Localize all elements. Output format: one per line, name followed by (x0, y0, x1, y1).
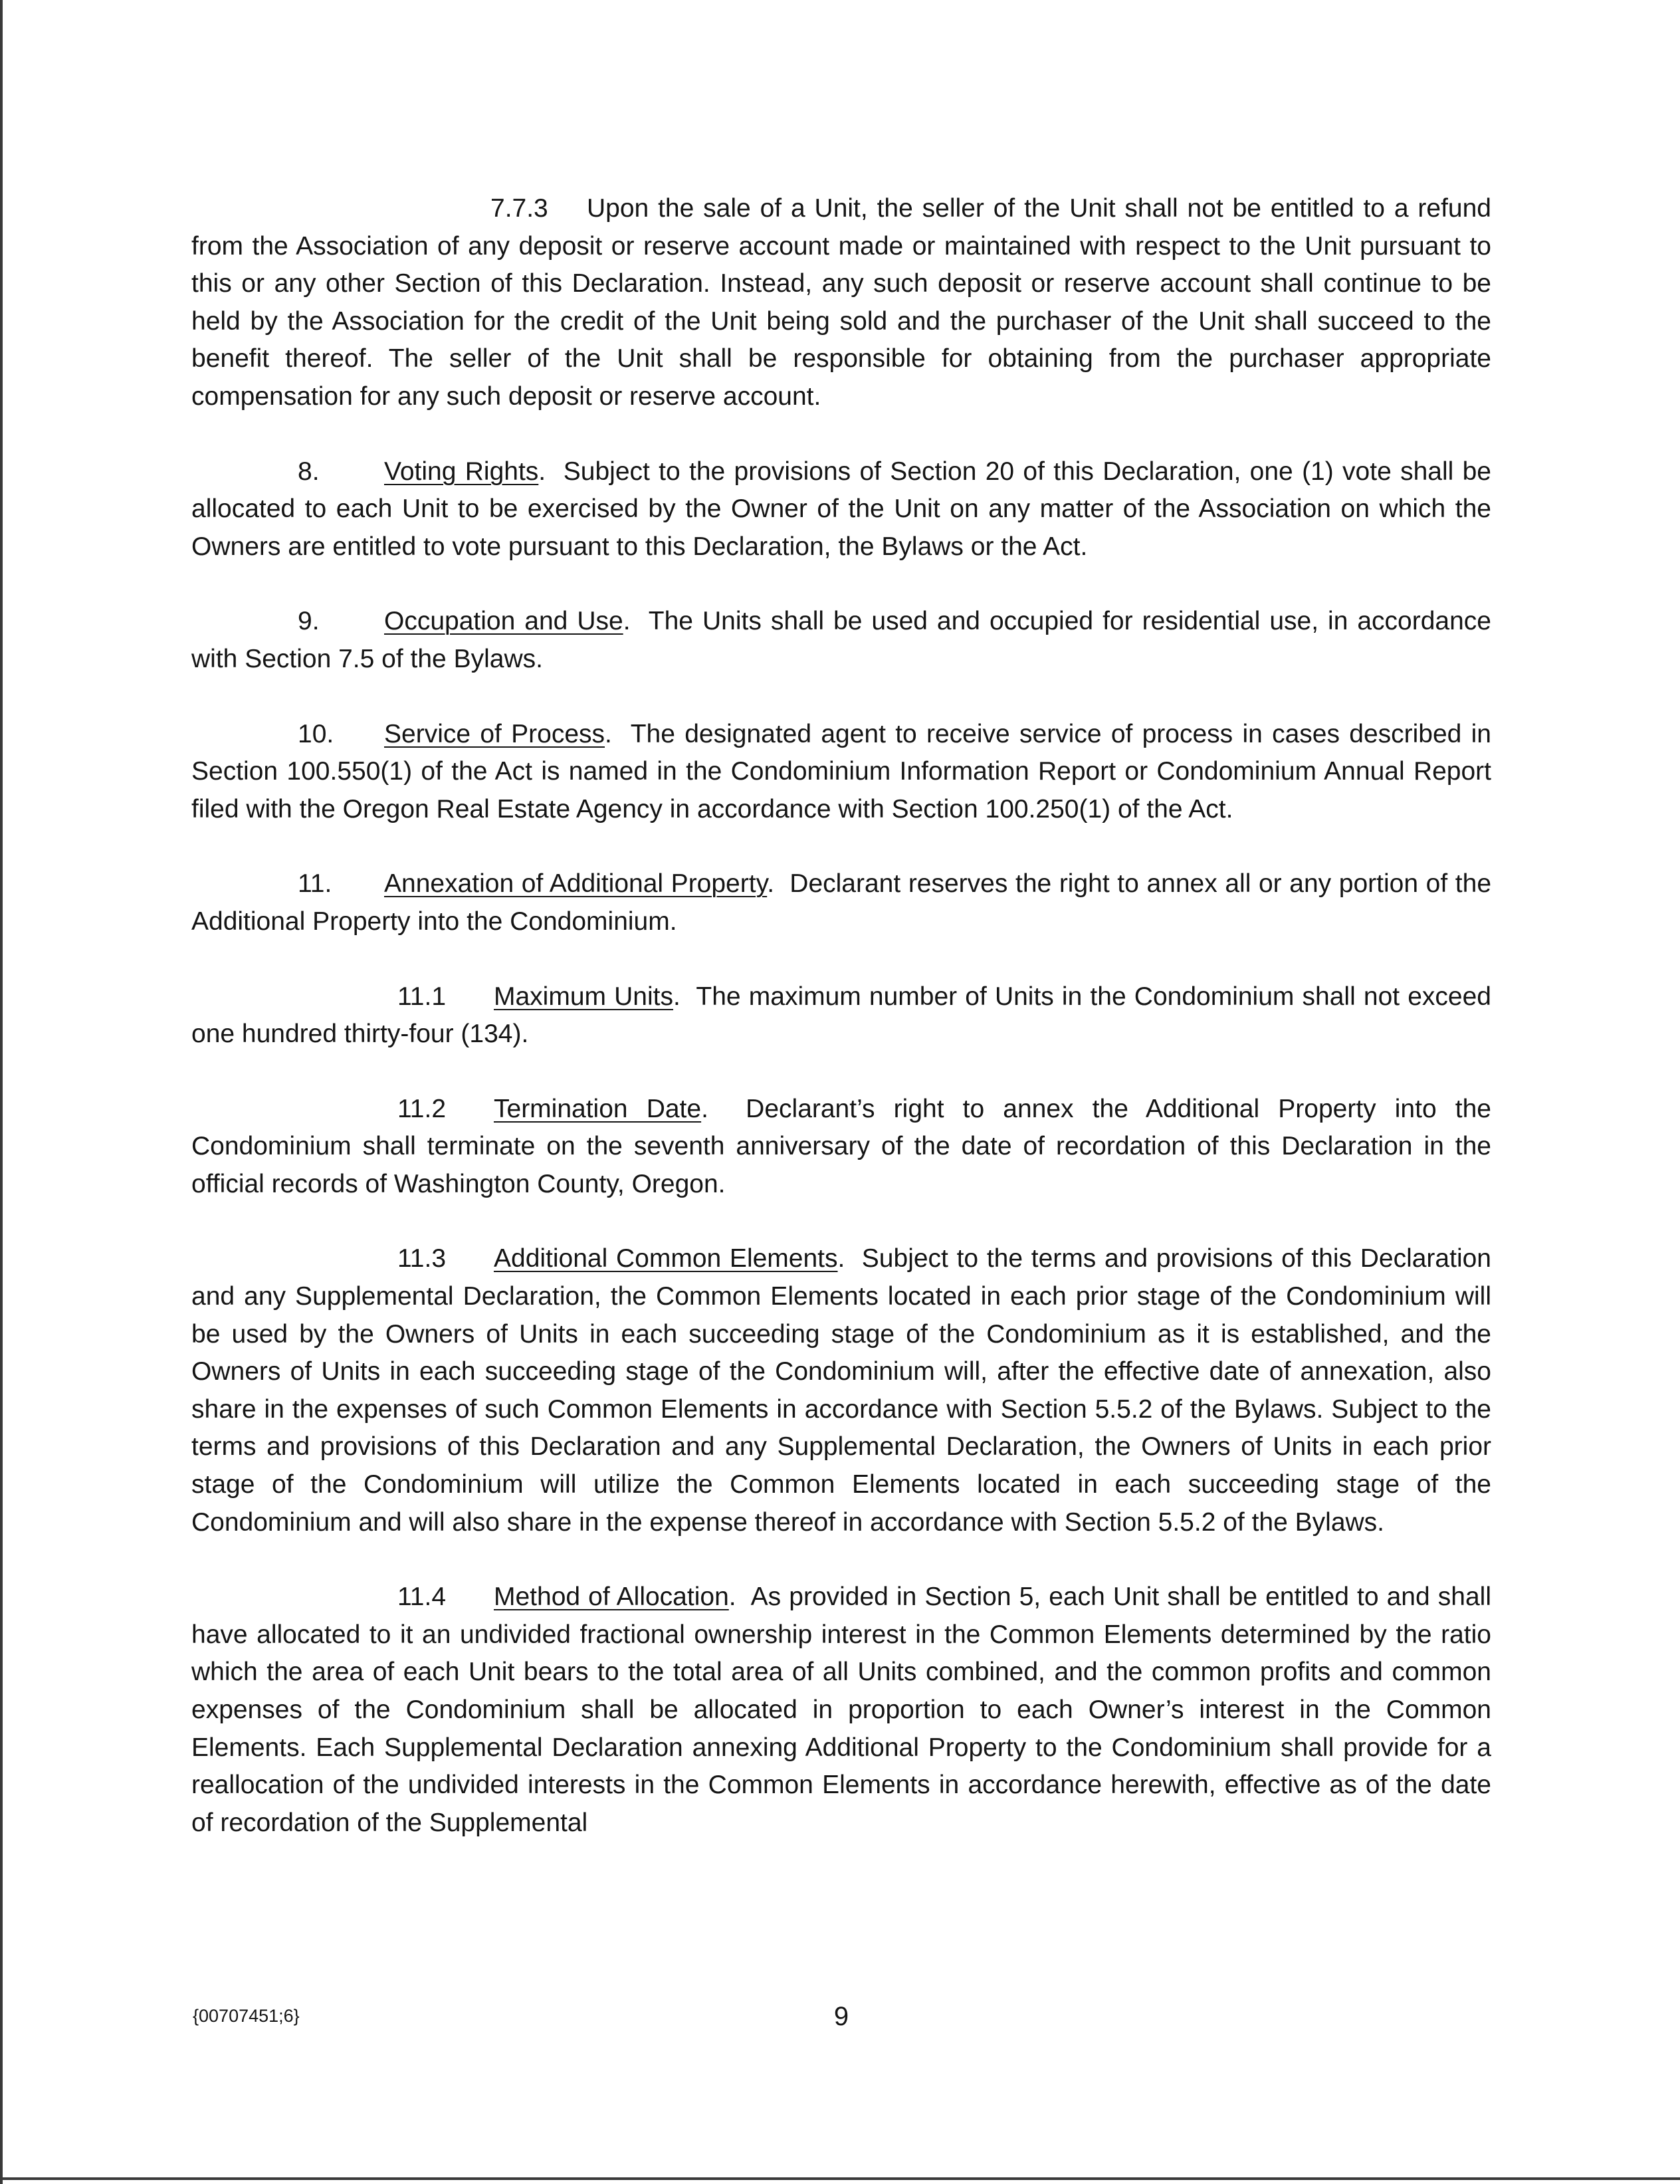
page-footer (191, 2002, 1491, 2042)
section-number: 7.7.3 (490, 194, 548, 223)
section-number: 10. (298, 719, 334, 748)
document-page (191, 190, 1491, 1879)
section-11: 11. Annexation of Additional Property. Declarant reserves the right to annex all or any portion of the Additional Property into the Condominium. (191, 865, 1491, 940)
section-heading: Termination Date (494, 1094, 702, 1123)
page-number: 9 (833, 2002, 849, 2031)
section-body: The maximum number of Units in the Condominium shall not exceed one hundred thirty-four (134). (191, 982, 1491, 1049)
section-number: 11.1 (397, 982, 447, 1011)
section-heading: Method of Allocation (494, 1583, 729, 1612)
section-number: 11.2 (397, 1094, 447, 1123)
section-body: The Units shall be used and occupied for residential use, in accordance with Section 7.5 of the Bylaws. (191, 607, 1491, 673)
section-heading: Annexation of Additional Property (384, 869, 768, 899)
section-heading: Service of Process (384, 719, 605, 748)
document-id: {00707451;6} (193, 2006, 300, 2026)
section-11-1: 11.1 Maximum Units. The maximum number of Units in the Condominium shall not exceed one hundred thirty-four (134). (191, 978, 1491, 1053)
section-number: 11.4 (397, 1583, 447, 1612)
section-body: Declarant reserves the right to annex all or any portion of the Additional Property into the Condominium. (191, 869, 1492, 936)
section-9: 9. Occupation and Use. The Units shall be used and occupied for residential use, in accordance with Section 7.5 of the Bylaws. (191, 603, 1491, 678)
section-11-4: 11.4 Method of Allocation. As provided in Section 5, each Unit shall be entitled to and shall have allocated to it an undivided fractional ownership interest in the Common Elements determined by the ratio which the area of each Unit bears to the total area of all Units combined, and the common profits and common expenses of the Condominium shall be allocated in proportion to each Owner’s interest in the Common Elements. Each Supplemental Declaration annexing Additional Property to the Condominium shall provide for a reallocation of the undivided interests in the Common Elements in accordance herewith, effective as of the date of recordation of the Supplemental (191, 1579, 1491, 1842)
section-heading: Voting Rights (384, 457, 539, 486)
page-bottom-edge (0, 2177, 1680, 2180)
section-body: Declarant’s right to annex the Additional Property into the Condominium shall terminate on the seventh anniversary of the date of recordation of this Declaration in the official records of Washington County, Oregon. (191, 1094, 1491, 1198)
section-10: 10. Service of Process. The designated agent to receive service of process in cases described in Section 100.550(1) of the Act is named in the Condominium Information Report or Condominium Annual Report filed with the Oregon Real Estate Agency in accordance with Section 100.250(1) of the Act. (191, 716, 1491, 829)
section-number: 8. (298, 457, 320, 486)
section-body: Subject to the terms and provisions of this Declaration and any Supplemental Declaration, the Common Elements located in each prior stage of the Condominium will be used by the Owners of Units in each succeeding stage of the Condominium as it is established, and the Owners of Units in each succeeding stage of the Condominium will, after the effective date of annexation, also share in the expenses of such Common Elements in accordance with Section 5.5.2 of the Bylaws. Subject to the terms and provisions of this Declaration and any Supplemental Declaration, the Owners of Units in each prior stage of the Condominium will utilize the Common Elements located in each succeeding stage of the Condominium and will also share in the expense thereof in accordance with Section 5.5.2 of the Bylaws. (191, 1244, 1491, 1537)
section-heading: Occupation and Use (384, 607, 623, 636)
section-7-7-3 (191, 190, 1491, 416)
section-11-2: 11.2 Termination Date. Declarant’s right to annex the Additional Property into the Condominium shall terminate on the seventh anniversary of the date of recordation of this Declaration in the official records of Washington County, Oregon. (191, 1091, 1491, 1204)
section-body: Subject to the provisions of Section 20 of this Declaration, one (1) vote shall be allocated to each Unit to be exercised by the Owner of the Unit on any matter of the Association on which the Owners are entitled to vote pursuant to this Declaration, the Bylaws or the Act. (191, 457, 1491, 561)
section-body: Upon the sale of a Unit, the seller of the Unit shall not be entitled to a refund from the Association of any deposit or reserve account made or maintained with respect to the Unit pursuant to this or any other Section of this Declaration. Instead, any such deposit or reserve account shall continue to be held by the Association for the credit of the Unit being sold and the purchaser of the Unit shall succeed to the benefit thereof. The seller of the Unit shall be responsible for obtaining from the purchaser appropriate compensation for any such deposit or reserve account. (191, 194, 1491, 411)
section-8: 8. Voting Rights. Subject to the provisions of Section 20 of this Declaration, one (1) vote shall be allocated to each Unit to be exercised by the Owner of the Unit on any matter of the Association on which the Owners are entitled to vote pursuant to this Declaration, the Bylaws or the Act. (191, 453, 1491, 566)
page-left-edge (0, 0, 3, 2184)
section-heading: Additional Common Elements (494, 1244, 838, 1273)
section-number: 11. (298, 869, 332, 899)
section-heading: Maximum Units (494, 982, 673, 1011)
section-body: The designated agent to receive service of process in cases described in Section 100.550(1) of the Act is named in the Condominium Information Report or Condominium Annual Report filed with the Oregon Real Estate Agency in accordance with Section 100.250(1) of the Act. (191, 719, 1491, 823)
section-number: 11.3 (397, 1244, 447, 1273)
section-body: As provided in Section 5, each Unit shall be entitled to and shall have allocated to it an undivided fractional ownership interest in the Common Elements determined by the ratio which the area of each Unit bears to the total area of all Units combined, and the common profits and common expenses of the Condominium shall be allocated in proportion to each Owner’s interest in the Common Elements. Each Supplemental Declaration annexing Additional Property to the Condominium shall provide for a reallocation of the undivided interests in the Common Elements in accordance herewith, effective as of the date of recordation of the Supplemental (191, 1583, 1491, 1837)
section-11-3: 11.3 Additional Common Elements. Subject to the terms and provisions of this Declaration and any Supplemental Declaration, the Common Elements located in each prior stage of the Condominium will be used by the Owners of Units in each succeeding stage of the Condominium as it is established, and the Owners of Units in each succeeding stage of the Condominium will, after the effective date of annexation, also share in the expenses of such Common Elements in accordance with Section 5.5.2 of the Bylaws. Subject to the terms and provisions of this Declaration and any Supplemental Declaration, the Owners of Units in each prior stage of the Condominium will utilize the Common Elements located in each succeeding stage of the Condominium and will also share in the expense thereof in accordance with Section 5.5.2 of the Bylaws. (191, 1240, 1491, 1541)
section-number: 9. (298, 607, 320, 636)
